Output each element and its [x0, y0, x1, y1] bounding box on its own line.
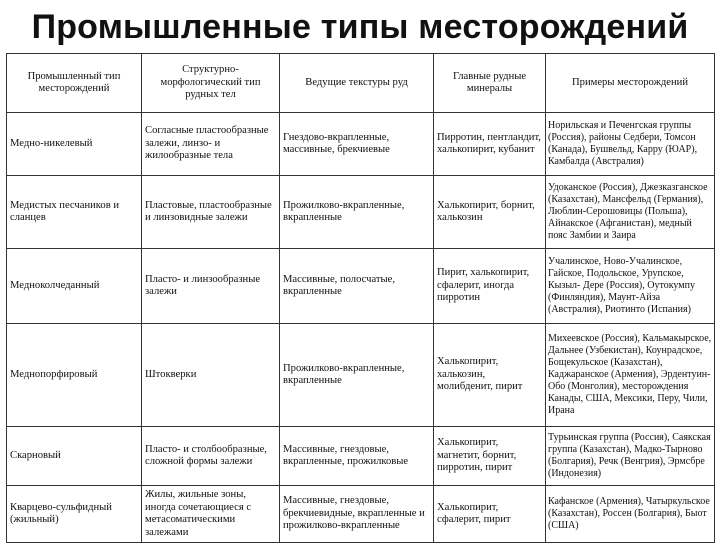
cell-type: Меднопорфировый: [7, 324, 142, 427]
cell-examples: Учалинское, Ново-Учалинское, Гайское, Подольское, Урупское, Кызыл- Дере (Россия), Оутокумпу (Финляндия), Маунт-Айза (Австралия), Риотинто (Испания): [546, 249, 715, 324]
header-ore-textures: Ведущие текстуры руд: [280, 54, 434, 113]
cell-morph: Пласто- и линзообразные залежи: [142, 249, 280, 324]
cell-texture: Прожилково-вкрапленные, вкрапленные: [280, 176, 434, 249]
cell-texture: Прожилково-вкрапленные, вкрапленные: [280, 324, 434, 427]
table-row: [7, 113, 715, 176]
cell-morph: Жилы, жильные зоны, иногда сочетающиеся с метасоматическими залежами: [142, 486, 280, 543]
header-deposit-examples: Примеры месторождений: [546, 54, 715, 113]
cell-type: Скарновый: [7, 427, 142, 486]
cell-morph: Пласто- и столбообразные, сложной формы залежи: [142, 427, 280, 486]
cell-type: Медноколчеданный: [7, 249, 142, 324]
table-row: [7, 427, 715, 486]
cell-minerals: Пирротин, пентландит, халькопирит, кубанит: [434, 113, 546, 176]
cell-morph: Штокверки: [142, 324, 280, 427]
header-ore-minerals: Главные рудные минералы: [434, 54, 546, 113]
table-row: [7, 176, 715, 249]
cell-minerals: Халькопирит, халькозин, молибденит, пирит: [434, 324, 546, 427]
cell-examples: Кафанское (Армения), Чатыркульское (Казахстан), Россен (Болгария), Быот (США): [546, 486, 715, 543]
cell-minerals: Халькопирит, сфалерит, пирит: [434, 486, 546, 543]
header-industrial-type: Промышленный тип месторождений: [7, 54, 142, 113]
header-morph-type: Структурно-морфологический тип рудных тел: [142, 54, 280, 113]
cell-texture: Гнездово-вкрапленные, массивные, брекчиевые: [280, 113, 434, 176]
cell-morph: Согласные пластообразные залежи, линзо- и жилообразные тела: [142, 113, 280, 176]
cell-minerals: Халькопирит, борнит, халькозин: [434, 176, 546, 249]
cell-examples: Михеевское (Россия), Кальмакырское, Дальнее (Узбекистан), Коунрадское, Бощекульское (Казахстан), Каджаранское (Армения), Эрдентуин-Обо (Монголия), месторождения Канады, США, Мексики, Перу, Чили, Ирана: [546, 324, 715, 427]
cell-texture: Массивные, гнездовые, брекчиевидные, вкрапленные и прожилково-вкрапленные: [280, 486, 434, 543]
table-row: [7, 324, 715, 427]
cell-type: Медно-никелевый: [7, 113, 142, 176]
deposit-types-table: [6, 53, 715, 543]
cell-type: Кварцево-сульфидный (жильный): [7, 486, 142, 543]
cell-examples: Норильская и Печенгская группы (Россия), районы Седбери, Томсон (Канада), Бушвельд, Карру (ЮАР), Камбалда (Австралия): [546, 113, 715, 176]
slide-title: Промышленные типы месторождений: [31, 8, 689, 46]
cell-minerals: Халькопирит, магнетит, борнит, пирротин, пирит: [434, 427, 546, 486]
cell-texture: Массивные, гнездовые, вкрапленные, прожилковые: [280, 427, 434, 486]
cell-type: Медистых песчаников и сланцев: [7, 176, 142, 249]
table-row: [7, 486, 715, 543]
cell-morph: Пластовые, пластообразные и линзовидные залежи: [142, 176, 280, 249]
table-row: [7, 249, 715, 324]
cell-examples: Удоканское (Россия), Джезказганское (Казахстан), Мансфельд (Германия), Люблин-Серошовицы (Польша), Айнакское (Афганистан), медный пояс Замбии и Заира: [546, 176, 715, 249]
cell-minerals: Пирит, халькопирит, сфалерит, иногда пирротин: [434, 249, 546, 324]
cell-examples: Турьинская группа (Россия), Саякская группа (Казахстан), Мадко-Тырново (Болгария), Речк (Венгрия), Эрмсбре (Индонезия): [546, 427, 715, 486]
table-header-row: [7, 54, 715, 113]
cell-texture: Массивные, полосчатые, вкрапленные: [280, 249, 434, 324]
